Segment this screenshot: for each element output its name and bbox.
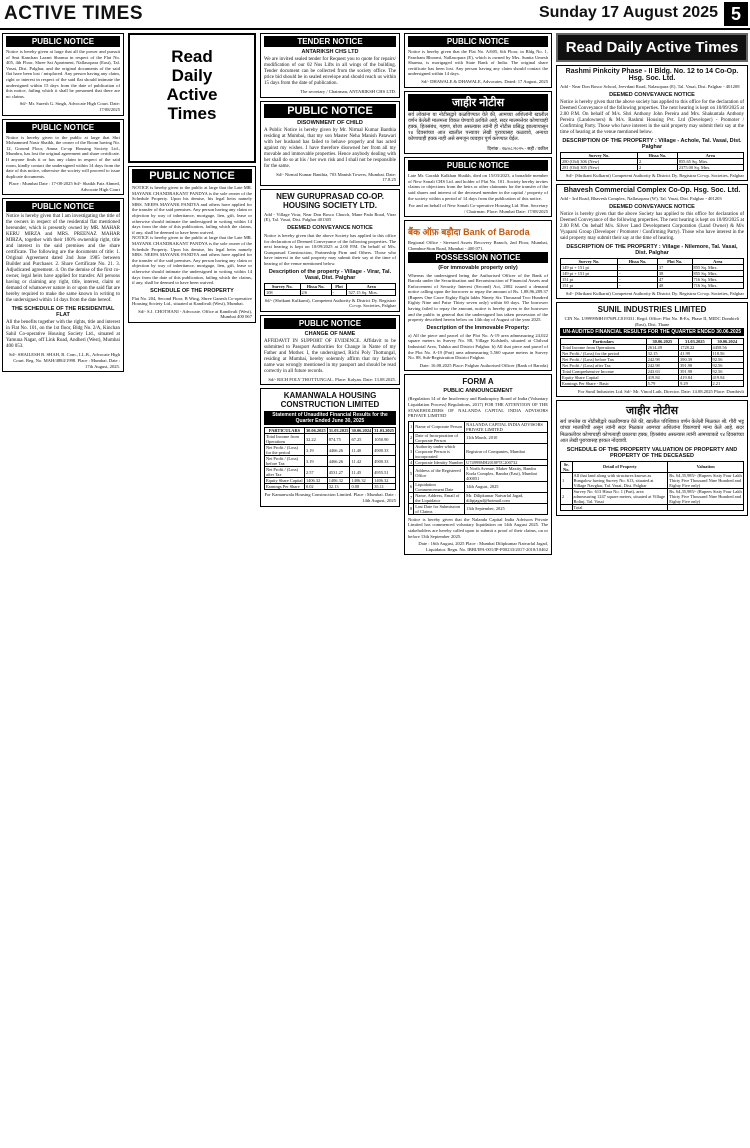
table-cell: 149 pt + 151 pt: [561, 270, 618, 276]
society-name: NEW GURUPRASAD CO-OP. HOUSING SOCIETY LTD.: [276, 191, 384, 210]
table-header: Sr. No.: [561, 461, 573, 472]
table-cell: 391.98: [679, 362, 711, 368]
table-header: Hissa No.: [637, 152, 677, 158]
guruprasad-notice: [260, 189, 400, 312]
table-row: [409, 481, 548, 492]
notice-signature: Sd/- RICH POLY THOTTUNGAL. Place: Kalyan. Date: 13.08.2025.: [268, 376, 396, 382]
table-cell: Last Date for Submission of Claims: [414, 503, 465, 514]
table-row: [409, 421, 548, 432]
results-heading: Statement of Unaudited Financial Results for the Quarter Ended June 30, 2025: [264, 411, 396, 425]
table-cell: 67.25: [350, 434, 373, 445]
table-cell: 151 pt: [561, 276, 618, 282]
table-cell: 11.42: [350, 456, 373, 467]
table-row: [561, 374, 744, 380]
table-cell: Net Profit / (Loss) after Tax: [561, 362, 647, 368]
property-description: Description of the property - Village - Virar, Tal. Vasai, Dist. Palghar: [268, 268, 392, 281]
form-description: (Regulation 14 of the Insolvency and Bankruptcy Board of India (Voluntary Liquidation Process) Regulations, 2017) FOR THE ATTENTION OF THE STAKEHOLDERS OF NALANDA CAPITAL INDIA ADVISORS PRIVATE LIMITED: [408, 396, 548, 419]
table-cell: Net Profit / (Loss) after Tax: [265, 467, 305, 478]
notice-signature: For Sunil Industries Ltd. Sd/- Mr. Vinod Lath, Director. Date: 14.08.2025 Place: Dombivli: [577, 388, 744, 394]
notice-body: NOTICE is hereby given to the public at large that the Late MR. MAYANK CHANDRAKANT PANDYA is the sole owner of the Schedule Property. Upon his demise, his legal heirs namely MRS. NEEPA MAYANK PANDYA and others have applied for the transfer of the said premises. Any person having any claim or objection by way of inheritance, mortgage, lien, gift, lease or otherwise should intimate the undersigned in writing within 14 days from the date of this publication, failing which the claims, if any, shall be deemed to have been waived.: [132, 185, 252, 235]
form-body: Notice is hereby given that the Nalanda Capital India Advisors Private Limited has commenced voluntary liquidation on 14th August 2025. The stakeholders are hereby called upon to submit a proof of their claims, on or before 13th September 2025.: [408, 516, 548, 539]
table-cell: Registrar of Companies, Mumbai: [465, 443, 548, 459]
notice-heading: PUBLIC NOTICE: [6, 122, 120, 133]
notice-body: Notice is hereby given that the Flat No. A/605, 6th Floor, in Bldg No. 1, Pancham Bhoomi, Nallasopara (E), which is owned by Mrs. Sunita Umesh Sharma, is mortgaged with State Bank of India. The original share certificate has been lost. Any person having any claim should contact the undersigned within 14 days.: [408, 49, 548, 77]
table-cell: 3.19: [304, 456, 327, 467]
table-row: [561, 362, 744, 368]
table-cell: 35.11: [373, 484, 396, 490]
notice-heading: TENDER NOTICE: [264, 36, 396, 47]
table-cell: Net Profit / (Loss) before Tax: [561, 356, 647, 362]
notice-heading: PUBLIC NOTICE: [264, 318, 396, 329]
table-row: [561, 282, 744, 288]
notice-heading: PUBLIC NOTICE: [132, 169, 252, 183]
tender-org: ANTARIKSH CHS LTD: [301, 49, 359, 55]
society-name: Rashmi Pinkcity Phase - II Bldg. No. 12 to 14 Co-Op. Hsg. Soc. Ltd.: [565, 68, 739, 82]
notice-mortgaged-flat: [404, 33, 552, 88]
table-row: [561, 356, 744, 362]
table-header: Area: [692, 258, 743, 264]
table-cell: 2614.49: [646, 344, 678, 350]
property-table: [560, 152, 744, 171]
company-address: CIN No. L99999MH1976PLC019331. Regd. Office: Plot No. B-Ex, Phase II, MIDC Dombivli (East), Dist. Thane: [564, 316, 740, 327]
table-cell: 242.98: [646, 356, 678, 362]
notice-heading: PUBLIC NOTICE: [6, 201, 120, 212]
notice-signature: Sd/- (Shrikant Kulkarni), Competent Authority & District Dy. Registrar Co-op. Societies, Palghar: [264, 297, 396, 309]
newspaper-title: ACTIVE TIMES: [4, 3, 144, 24]
table-cell: 149 pt + 151 pt: [561, 264, 618, 270]
table-cell: 3 North Avenue, Maker Maxity, Bandra Kurla Complex, Bandra (East), Mumbai 400051: [465, 465, 548, 481]
notice-body: Late Mr. Gorakh Kalkhan Shaikh, died on 15/03/2023, a bonafide member of New Sonali CHS Ltd. and holder of Flat No. 101. Society hereby invites claims or objections from the heirs or other claimants for the transfer of the said shares and interest of the deceased member in the capital / property of the society within a period of 14 days from the publication of this notice.: [408, 173, 548, 201]
notice-body: Notice is hereby given at large that all the power and pursuit of Smt Kanchan Laxmi Sharma in respect of the Flat No. 405, 4th Floor, Shree Sai Apartment, Nallasopara (East), Tal. Vasai, Dist. Palghar, and the original documents of the said flat have been lost / misplaced. Any person having any claim, right or interest in respect of the said flat should intimate the undersigned within 15 days from the date of publication of this notice, failing which it shall be presumed that there are no claims.: [6, 49, 120, 99]
notice-body: NOTICE is hereby given to the public at large that the Late MR. MAYANK CHANDRAKANT PANDYA is the sole owner of the Schedule Property. Upon his demise, his legal heirs namely MRS. NEEPA MAYANK PANDYA and others have applied for the transfer of the said premises. Any person having any claim or objection by way of inheritance, mortgage, lien, gift, lease or otherwise should intimate the undersigned in writing within 14 days from the date of this publication, failing which the claims, if any, shall be deemed to have been waived.: [132, 235, 252, 286]
schedule-heading: THE SCHEDULE OF THE RESIDENTIAL FLAT: [11, 306, 115, 319]
table-cell: 118.56: [711, 350, 743, 356]
notice-heading: POSSESSION NOTICE: [408, 252, 548, 263]
results-table: [560, 338, 744, 387]
table-cell: -: [618, 276, 658, 282]
masthead: [0, 0, 750, 30]
table-header: Area: [347, 283, 396, 289]
table-row: [561, 164, 744, 170]
issue-date: Sunday 17 August 2025: [538, 4, 718, 21]
table-cell: 855 Sq. Mtrs.: [692, 270, 743, 276]
table-cell: Net Profit / (Loss) for the period: [561, 350, 647, 356]
notice-body: Whereas the undersigned being the Authorised Officer of the Bank of Baroda under the Securitisation and Reconstruction of Financial Assets and Enforcement of Security Interest (Second) Act, 2002 issued a demand notice calling upon the borrower to repay the amount of Rs. 1,88,96,289.37 (Rupees One Crore Eighty Eight lakhs Ninety Six Thousand Two Hundred Eighty Nine and Paise Thirty seven only) within 60 days. The borrower having failed to repay the amount, notice is hereby given to the borrower and the public in general that the undersigned has taken possession of the property described herein below on 14th day of August of the year 2025.: [408, 272, 548, 323]
table-cell: 419.84: [679, 374, 711, 380]
table-row: [561, 368, 744, 374]
table-cell: 0.08: [350, 484, 373, 490]
table-cell: 855.65 Sq. Mtrs.: [677, 158, 743, 164]
table-cell: 4531.27: [327, 467, 350, 478]
table-cell: All that land along with structures known as Bungalow having Survey No. 613, situated at Village Navghar, Tal. Vasai, Dist. Palghar: [572, 472, 668, 488]
table-cell: 92.56: [711, 368, 743, 374]
notice-subheading: DEEMED CONVEYANCE NOTICE: [609, 203, 695, 210]
column-5: [556, 33, 748, 1146]
table-header: Survey No.: [561, 152, 638, 158]
table-cell: Mr. Dilipkumar Natvarlal Jagad, dilipjagad@hotmail.com: [465, 492, 548, 503]
table-header: 30.06.2024: [351, 428, 372, 434]
table-cell: 2: [637, 164, 677, 170]
table-header: 31.03.2025: [328, 428, 349, 434]
table-cell: 3: [409, 443, 414, 459]
schedule-heading: SCHEDULE OF THE PROPERTY: [150, 287, 234, 294]
table-header: Survey No.: [561, 258, 618, 264]
table-cell: 1406.32: [373, 478, 396, 484]
notice-signature: For Kamanwala Housing Construction Limited. Place : Mumbai. Date : 14th August, 2025: [264, 492, 396, 503]
table-cell: 5.79: [646, 380, 678, 386]
society-address: Add - 3rd Road, Bhavesh Complex, Nallasopara (W), Tal. Vasai, Dist. Palghar - 401203: [560, 196, 722, 202]
notice-subheading: DISOWNMENT OF CHILD: [297, 119, 363, 126]
table-cell: 7: [409, 492, 414, 503]
read-daily-banner: Read Daily Active Times: [556, 33, 748, 62]
table-row: [409, 503, 548, 514]
table-row: [561, 472, 744, 488]
kamanwala-results: [260, 388, 400, 506]
table-cell: 4: [410, 459, 413, 465]
table-cell: 108: [265, 289, 301, 295]
table-cell: 390.39: [679, 356, 711, 362]
bank-address: Regional Office - Stressed Assets Recovery Branch, 2nd Floor, Mumbai, Chembur-Sion Road, Mumbai - 400 071.: [408, 240, 548, 251]
table-cell: 9.29: [679, 380, 711, 386]
table-cell: 4955.51: [373, 467, 396, 478]
notice-signature: Date: 16.08.2025 Place: Palghar Authorised Officer (Bank of Baroda): [419, 362, 548, 368]
table-header: PARTICULARS: [265, 428, 305, 434]
table-cell: 280 (Old) 306 (New): [561, 158, 638, 164]
notice-lost-flat: [2, 33, 124, 116]
notice-signature: Sd/- SHAILESH B. SHAH, B. Com., LL.B., Advocate High Court. Reg. No. MAH/4884/1998. Place : Mumbai. Date : 17th August, 2025.: [8, 352, 120, 369]
form-table: [408, 421, 548, 515]
notice-heading: PUBLIC NOTICE: [408, 160, 548, 171]
notice-heading: PUBLIC NOTICE: [6, 36, 120, 47]
table-header: 30.06.2025: [305, 428, 326, 434]
table-cell: 4466.26: [327, 445, 350, 456]
bhavesh-complex-notice: [556, 184, 748, 299]
notice-body: Notice is hereby given to the public at large that Shri Mohammed Nasir Shaikh, the owner of the Room having No. 12, Ground Floor, Amna Co-op Housing Society Ltd., Mumbra, has lost the original agreement and share certificate. If anyone finds it or has any claim in respect of the said room, kindly contact the undersigned within 14 days from the date of this notice, otherwise the society will proceed to issue duplicate documents.: [6, 134, 120, 179]
table-cell: 5: [409, 465, 414, 481]
notice-title-investigation: [2, 198, 124, 372]
table-cell: 716 Sq. Mtrs.: [692, 282, 743, 288]
disownment-notice: [260, 101, 400, 186]
table-cell: 2: [409, 432, 414, 443]
results-table: [264, 427, 396, 490]
notice-signature: Sd/- (Shrikant Kulkarni) Competent Authority & District Dy. Registrar Co-op. Societies, Palghar: [565, 172, 744, 178]
column-2: [128, 33, 256, 1146]
table-cell: 2: [561, 488, 573, 504]
table-cell: Authority under which Corporate Person is incorporated: [414, 443, 465, 459]
column-3: [260, 33, 400, 1146]
schedule-body: a) All the piece and parcel of the Plot No. A-19 area admeasuring 24,022 square meters in Survey No. 88, Village Kolsheth, situated at Chilvad Industrial Area, Taluka and District Palghar. b) All that piece and parcel of the Plot No. A-19 (Part) area admeasuring 5,560 square meters in Survey No. 88, Sub-Registration District Palghar.: [408, 332, 548, 361]
property-table: [560, 258, 744, 289]
table-cell: Name, Address, Email of the Liquidator: [414, 492, 465, 503]
notice-heading: जाहीर नोटीस: [408, 94, 548, 111]
table-header: Plot: [331, 283, 347, 289]
notice-signature: Sd/- S.J. CHOTHANI - Advocate. Office at Kandivali (West), Mumbai 400 067: [138, 308, 252, 320]
table-cell: 48: [657, 282, 692, 288]
table-cell: NALANDA CAPITAL INDIA ADVISORS PRIVATE LIMITED: [465, 421, 548, 432]
property-description: DESCRIPTION OF THE PROPERTY : Village - Nilemore, Tal. Vasai, Dist. Palghar: [566, 243, 738, 256]
table-cell: U74999MH2010PTC200732: [465, 459, 548, 465]
notice-subheading: DEEMED CONVEYANCE NOTICE: [287, 224, 373, 231]
table-cell: 41.99: [679, 350, 711, 356]
table-row: [561, 350, 744, 356]
bank-logo: बैंक ऑफ़ बड़ौदा Bank of Baroda: [408, 227, 530, 238]
table-cell: Date of Incorporation of Corporate Person: [414, 432, 465, 443]
table-cell: 1050.90: [373, 434, 396, 445]
table-row: [561, 344, 744, 350]
notice-signature: The secretary / Chairman, ANTARIKSH CHS LTD.: [300, 89, 396, 94]
schedule-body: All the benefits together with the rights, title and interest in Flat No. 101, on the 1st floor, Bldg No. 2/A, Kinchan Sahil Co-operative Housing Society Ltd., situated at Yamuna Nagar, off Link Road, Andheri (West), Mumbai 400 053.: [6, 320, 120, 350]
table-cell: Rs. 64,35,985/- (Rupees Sixty Four Lakh Thirty Five Thousand Nine Hundred and Eighty Five only): [669, 488, 742, 504]
table-cell: 14th August, 2025: [465, 481, 548, 492]
table-cell: 92.56: [711, 362, 743, 368]
table-cell: 8: [409, 503, 414, 514]
table-cell: 92.56: [711, 356, 743, 362]
table-row: [561, 380, 744, 386]
table-row: [265, 484, 396, 490]
notice-society-claims: [404, 157, 552, 217]
rashmi-pinkcity-notice: [556, 65, 748, 181]
notice-signature: दिनांक : १७/०८/२०२५ - सही / वकील: [487, 145, 548, 151]
table-cell: 281 (Old) 305 (New): [561, 164, 638, 170]
table-cell: 11th March, 2010: [465, 432, 548, 443]
table-cell: 32.15: [646, 350, 678, 356]
table-cell: 47: [657, 276, 692, 282]
table-cell: 151 pt: [561, 282, 618, 288]
notice-body: Notice is hereby given that the above Society has applied to this office for declaration of Deemed Conveyance of the following properties. The next hearing is kept on 10/09/2025 at 2.00 P.M. On behalf M/s. Silver Land Development Corporation (Land Owner) & M/s Vyaparsi Group (Developer / Promoter / Confirming Party). Those who have interest in the said property may submit their say at the time of hearing.: [560, 211, 744, 241]
notice-subheading: CHANGE OF NAME: [304, 330, 356, 337]
table-row: [409, 492, 548, 503]
schedule-heading: SCHEDULE OF THE PROPERTY VALUATION OF PROPERTY AND PROPERTY OF THE DECEASED: [566, 446, 738, 459]
table-row: [265, 445, 396, 456]
table-cell: -: [618, 282, 658, 288]
table-cell: Earnings Per Share - Basic: [561, 380, 647, 386]
society-address: Add - Village Virar, Near Don Bosco Church, Mane Pada Road, Virar (E), Tal. Vasai, Dist. Palghar 401305: [264, 211, 396, 223]
change-of-name-notice: [260, 315, 400, 386]
notice-pandya: [128, 166, 256, 323]
table-cell: 243.63: [646, 368, 678, 374]
notice-signature: For and on behalf of New Sonali Co-operative Housing Ltd. Hon. Secretary / Chairman. Place: Mumbai Date: 17/08/2025: [408, 203, 548, 214]
table-cell: 2/6: [300, 289, 331, 295]
schedule-heading: Description of the Immovable Property:: [426, 324, 530, 331]
table-header: Hissa No.: [300, 283, 331, 289]
column-4: [404, 33, 552, 1146]
promo-line: Daily: [171, 66, 213, 85]
table-cell: Net Profit / (Loss) for the period: [265, 445, 305, 456]
notice-body: सर्व लोकांना या नोटीसद्वारे कळविण्यात येते की, आमच्या अशिलांनी खालील वर्णन केलेली मालमत्ता विकत घेण्याचे ठरविले आहे. सदर मालमत्तेवर कोणाचाही हक्क, हितसंबंध, गहाण, बोजा असल्यास त्यांनी ही नोटीस प्रसिद्ध झाल्यापासून १४ दिवसांच्या आत खालील पत्त्यावर लेखी पुराव्यासह कळवावे, अन्यथा कोणाचाही हक्क नाही असे समजून व्यवहार पूर्ण करण्यात येईल.: [408, 112, 548, 143]
notice-body: Notice is hereby given that I am investigating the title of the owners in respect of the residential flat mentioned hereunder, which is presently owned by MR. MAHAR KERU MIRZA and MRS. PREENAZ MAHAR MIRZA, together with their 100% ownership right, title and interest in the said premises and the share certificate. The following are the documents of title: 1. Original Agreement dated 2nd June 1985 between Builder and Purchaser. 2. Share Certificate No. 21. 3. Adjudicated agreement. 4. On the demise of the first co-owner, legal heirs have applied for transfer. All persons having or claiming any right, title, interest, claim or demand of whatsoever nature in or upon the said flat are hereby required to make the same known in writing to the undersigned within 14 days from the date hereof.: [6, 214, 120, 304]
table-header: Hissa No.: [618, 258, 658, 264]
table-cell: 2.21: [711, 380, 743, 386]
form-heading: FORM A: [462, 377, 494, 387]
table-cell: 32.22: [304, 434, 327, 445]
table-cell: 242.98: [646, 362, 678, 368]
table-cell: 13th September, 2025: [465, 503, 548, 514]
table-row: [561, 488, 744, 504]
notice-body: AFFIDAVIT IN SUPPORT OF EVIDENCE. Affidavit to be submitted to Passport Authorities for Change in Name of my Father and Mother. I, the undersigned, Richi Poly Thottungal, residing at Mumbai, hereby solemnly affirm that my father's name was wrongly mentioned in my passport and should be read correctly in all future records.: [264, 338, 396, 374]
table-header: 31.03.2025: [679, 338, 711, 344]
table-cell: -: [618, 270, 658, 276]
table-header: Particulars: [561, 338, 647, 344]
table-cell: 11.45: [350, 467, 373, 478]
table-cell: 1: [409, 421, 414, 432]
table-cell: 1406.32: [304, 478, 327, 484]
notice-signature: Sd/- Nirmal Kumar Banthia, 703 Manish Towers, Mumbai. Date: 17.8.25: [276, 171, 396, 183]
table-row: [265, 289, 396, 295]
table-cell: Total: [572, 504, 668, 510]
table-cell: 527.15 Sq. Mtrs.: [347, 289, 396, 295]
table-cell: 0.02: [304, 484, 327, 490]
table-cell: 1406.32: [327, 478, 350, 484]
marathi-property-notice: [556, 400, 748, 516]
table-row: [409, 432, 548, 443]
table-cell: 1406.32: [350, 478, 373, 484]
table-row: [265, 467, 396, 478]
table-cell: Survey No. 613 Hissa No. 1 (Part), area admeasuring 1247 square meters, situated at Village Bolinj, Tal. Vasai: [572, 488, 668, 504]
table-cell: 2: [637, 158, 677, 164]
results-heading: UN-AUDITED FINANCIAL RESULTS FOR THE QUARTER ENDED 30.06.2025: [560, 328, 744, 336]
table-header: 30.06.2025: [646, 338, 678, 344]
table-cell: Address of the Registered Office: [414, 465, 465, 481]
table-cell: 1: [561, 472, 573, 488]
table-cell: 38: [657, 270, 692, 276]
page-number: 5: [724, 2, 748, 26]
table-cell: Earnings Per Share: [265, 484, 305, 490]
table-cell: 4900.33: [373, 456, 396, 467]
form-a-announcement: [404, 374, 552, 555]
table-cell: 1728.22: [679, 344, 711, 350]
notice-subheading: DEEMED CONVEYANCE NOTICE: [609, 91, 695, 98]
schedule-table: [560, 461, 744, 511]
table-cell: Rs. 64,35,985/- (Rupees Sixty Four Lakh Thirty Five Thousand Nine Hundred and Eighty Five only): [669, 472, 742, 488]
table-header: Area: [677, 152, 743, 158]
table-cell: 4900.33: [373, 445, 396, 456]
table-cell: 32.13: [327, 484, 350, 490]
table-header: 30.06.2024: [711, 338, 743, 344]
tender-notice: [260, 33, 400, 98]
table-cell: 419.84: [646, 374, 678, 380]
table-cell: 6: [409, 481, 414, 492]
table-header: 31.03.2025: [374, 428, 394, 434]
notice-heading: PUBLIC NOTICE: [408, 36, 548, 47]
table-row: [265, 478, 396, 484]
society-address: Add - Near Don Bosco School, Jeevdani Road, Nalasopara (E), Tal. Vasai, Dist. Palghar - 401208: [560, 84, 740, 89]
table-cell: Name of Corporate Person: [414, 421, 465, 432]
notice-body: We are invited sealed tender for Request you to quote for repairs/ modification of our 02 Nos Lifts in all wings of the building. Tender document can be collected from the society office. The price bid should be in sealed envelope and should reach us within 15 days from the date of publication.: [264, 57, 396, 86]
column-1: [2, 33, 124, 1146]
schedule-body: Flat No. 204, Second Floor, B Wing, Shree Ganesh Co-operative Housing Society Ltd., situated at Kandivali (West), Mumbai.: [132, 295, 252, 307]
table-cell: 419.84: [711, 374, 743, 380]
society-name: Bhavesh Commercial Complex Co-Op. Hsg. Soc. Ltd.: [563, 187, 741, 195]
company-name: KAMANWALA HOUSING CONSTRUCTION LIMITED: [280, 391, 380, 410]
table-row: [409, 465, 548, 481]
table-cell: 37: [657, 264, 692, 270]
notice-signature: Sd/- (Shrikant Kulkarni) Competent Authority & District Dy. Registrar Co-op. Societies, Palghar: [565, 290, 744, 296]
table-cell: 391.98: [679, 368, 711, 374]
form-subheading: PUBLIC ANNOUNCEMENT: [443, 388, 513, 395]
table-cell: Total Income from Operations: [561, 344, 647, 350]
table-cell: Net Profit / (Loss) before Tax: [265, 456, 305, 467]
table-cell: 2375.00 Sq. Mtrs.: [677, 164, 743, 170]
table-cell: 874.75: [327, 434, 350, 445]
notice-signature: Place : Mumbai Date : 17-08-2025 Sd/- Shaikh Faiz Ahmed, Advocate High Court: [8, 181, 120, 192]
promo-line: Read: [171, 47, 213, 66]
table-header: Detail of Property: [572, 461, 668, 472]
notice-heading: PUBLIC NOTICE: [264, 104, 396, 118]
table-cell: -: [331, 289, 347, 295]
bank-of-baroda-notice: [404, 220, 552, 371]
read-daily-promo: [128, 33, 256, 163]
notice-signature: Date : 16th August, 2025 Place : Mumbai Dilipkumar Natvarlal Jagad, Liquidator. Regn. No. IBBI/IPA-001/IP-P00233/2017-2018/10462: [418, 541, 548, 552]
promo-line: Times: [167, 104, 217, 123]
notice-body: A Public Notice is hereby given by Mr. Nirmal Kumar Banthia residing at Mumbai, that my son Master Neha Manish Patawari with her husband has failed to behave properly and has acted against my wishes. I have therefore disowned her from all my movable and immovable properties. Hence anybody dealing with her shall do so at his / her own risk and I shall not be responsible for the same.: [264, 127, 396, 169]
notice-body: Notice is hereby given that the above society has applied to this office for the declaration of Deemed Conveyance of the following properties. The next hearing is kept on 10/09/2025 at 2.00 P.M. On behalf of M/s. Shri Anthony John Pereira and Mrs. Shakuntala Anthony Pereira (Landowners) & M/s. Rashmi Housing Pvt. Ltd (Developer) - Promoter / Confirming Party. Those who have interest in the said property may submit their say at the time of hearing at the venue mentioned below.: [560, 99, 744, 135]
table-row: [561, 504, 744, 510]
notice-subheading: (For immovable property only): [438, 264, 518, 271]
table-header: Valuation: [668, 461, 744, 472]
notice-signature: Sd/- DHAWALE & DHAWALE, Advocates. Dated: 17 August, 2025: [421, 78, 548, 84]
notice-heading: जाहीर नोटीस: [625, 405, 679, 418]
property-description: DESCRIPTION OF THE PROPERTY : Village - Achole, Tal. Vasai, Dist. Palghar: [562, 137, 742, 150]
table-cell: 4458.56: [711, 344, 743, 350]
table-cell: Total Income from Operations: [265, 434, 305, 445]
table-cell: 716 Sq. Mtrs.: [692, 276, 743, 282]
table-cell: 4466.26: [327, 456, 350, 467]
table-cell: Total Comprehensive Income: [561, 368, 647, 374]
table-cell: Corporate Identity Number: [415, 459, 463, 465]
table-cell: 3.19: [304, 445, 327, 456]
notice-body: Notice is hereby given that the above Society has applied to this office for declaration of Deemed Conveyance of the following properties. The next hearing is kept on 10/09/2025 at 2.00 P.M. On behalf of M/s. Guruprasad Construction, Partnership Firm and Others. Those who have interest in the said property may submit their say at the time of hearing of the venue mentioned below.: [264, 232, 396, 266]
table-cell: 2.57: [304, 467, 327, 478]
property-table: [264, 283, 396, 296]
sunil-industries-results: [556, 302, 748, 397]
notice-signature: Sd/- Mr. Suresh G. Singh, Advocate High Court. Date: 17/08/2025: [19, 101, 120, 112]
table-cell: Equity Share Capital: [561, 374, 647, 380]
table-header: Plot No.: [657, 258, 692, 264]
table-cell: Equity Share Capital: [266, 478, 303, 484]
table-row: [265, 456, 396, 467]
table-cell: 855 Sq. Mtrs.: [692, 264, 743, 270]
notice-body: सर्व जनतेस या नोटीसीद्वारे कळविण्यात येते की, खालील परिशिष्टात वर्णन केलेली मिळकत श्री. गौरी भट्ट यांच्या मालकीची असून त्यांनी सदर मिळकत आमच्या अशिलांना विकण्याचे मान्य केले आहे. सदर मिळकतीवर कोणाचाही कोणत्याही प्रकारचा हक्क, हितसंबंध असल्यास त्यांनी आमच्याकडे १४ दिवसांच्या आत लेखी पुराव्यासह हरकत नोंदवावी.: [560, 420, 744, 444]
table-cell: -: [618, 264, 658, 270]
table-cell: 11.40: [350, 445, 373, 456]
promo-line: Active: [166, 85, 218, 104]
table-row: [409, 443, 548, 459]
marathi-notice: [404, 91, 552, 155]
table-header: Survey No.: [265, 283, 301, 289]
company-name: SUNIL INDUSTRIES LIMITED: [597, 305, 707, 315]
table-cell: Liquidation Commencement Date: [414, 481, 465, 492]
notice-lost-agreement: [2, 119, 124, 196]
table-row: [265, 434, 396, 445]
